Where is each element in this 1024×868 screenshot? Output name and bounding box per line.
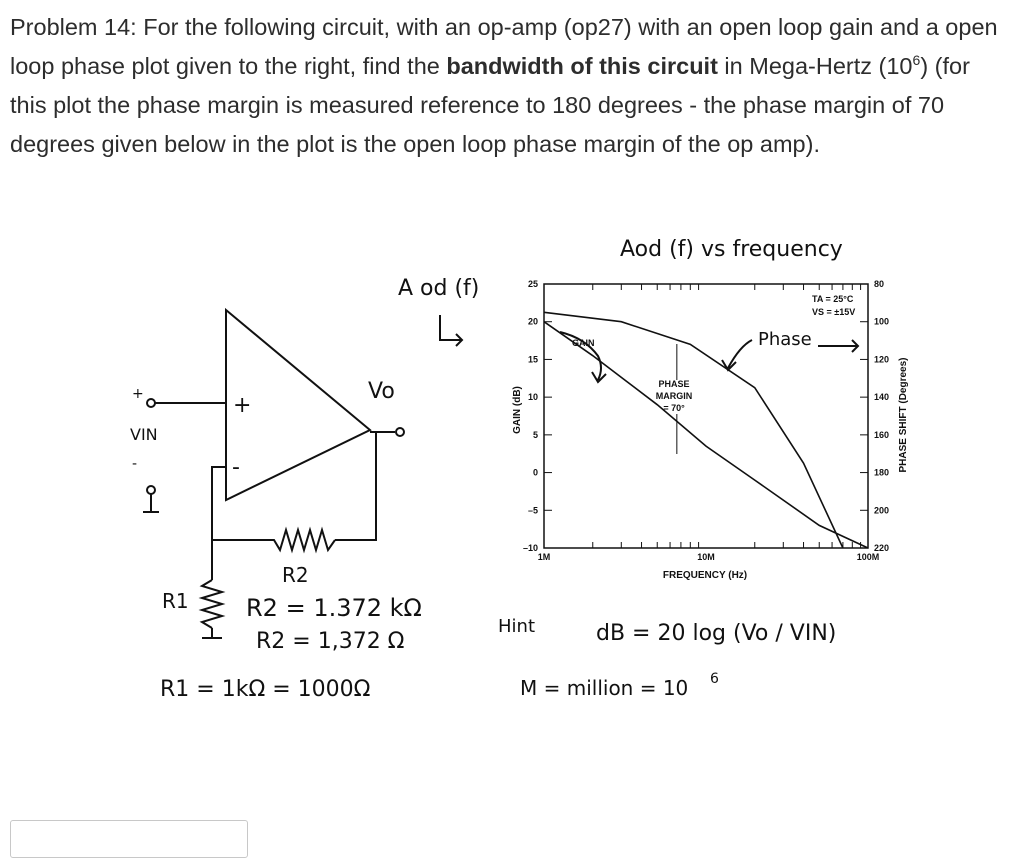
y2-tick-label: 100 <box>874 316 890 327</box>
vin-plus-terminal <box>147 399 155 407</box>
problem-text-1: Problem 14: For the following circuit, with an op-amp (op27) with an open loop gain and a open loop phase plot given to the right, find the <box>10 14 998 79</box>
vin-plus-label: + <box>132 386 144 402</box>
y-tick-label: 15 <box>527 354 538 365</box>
feedback-wire <box>335 432 376 540</box>
phase-margin-line-2: MARGIN <box>655 391 693 401</box>
y2-tick-label: 120 <box>874 354 890 365</box>
vin-minus-label: - <box>132 456 138 472</box>
y2-axis-label: PHASE SHIFT (Degrees) <box>898 357 909 473</box>
y-tick-label: 10 <box>527 392 538 403</box>
r2-value-2: R2 = 1,372 Ω <box>256 629 405 654</box>
y-tick-label: 5 <box>532 429 538 440</box>
condition-vs: VS = ±15V <box>812 307 856 317</box>
y2-tick-label: 200 <box>874 505 890 516</box>
hint-formula: dB = 20 log (Vo / VIN) <box>596 621 837 646</box>
problem-text-3: ) (for this plot the phase margin is measured reference to 180 degrees - the phase margin of 70 degrees given below in the plot is the open loop phase margin of the op amp). <box>10 53 970 157</box>
y2-tick-label: 80 <box>874 279 885 289</box>
plot-title: Aod (f) vs frequency <box>620 237 843 262</box>
y2-tick-label: 160 <box>874 429 890 440</box>
phase-right-arrow-icon <box>818 340 858 352</box>
plus-sign: + <box>233 393 252 418</box>
problem-exponent: 6 <box>912 52 921 69</box>
gain-annotation: GAIN <box>572 338 595 348</box>
y2-tick-label: 140 <box>874 392 890 403</box>
hint-million-exponent: 6 <box>710 671 719 687</box>
r1-resistor <box>202 580 222 628</box>
condition-ta: TA = 25°C <box>812 294 854 304</box>
r2-resistor <box>212 530 335 550</box>
vin-ground <box>143 494 159 512</box>
hint-label: Hint <box>498 616 536 637</box>
y2-tick-label: 220 <box>874 543 890 553</box>
aod-label: A od (f) <box>398 276 480 301</box>
x-tick-label: 10M <box>697 552 715 562</box>
y-tick-label: 20 <box>527 316 538 327</box>
gain-phase-chart <box>523 279 889 562</box>
problem-text-2: in Mega-Hertz (10 <box>717 53 913 79</box>
hint-million: M = million = 10 <box>520 676 689 700</box>
x-axis-label: FREQUENCY (Hz) <box>662 570 748 581</box>
x-tick-label: 1M <box>537 552 551 562</box>
y-tick-label: –5 <box>527 505 538 516</box>
ground-symbol <box>202 628 222 638</box>
vo-terminal <box>396 428 404 436</box>
phase-hand-label: Phase <box>758 329 812 350</box>
x-tick-label: 100M <box>856 552 880 562</box>
y-tick-label: 0 <box>532 467 538 478</box>
y-tick-label: 25 <box>527 279 538 289</box>
r2-label: R2 <box>282 563 309 587</box>
y-axis-label: GAIN (dB) <box>512 386 523 434</box>
phase-margin-line-1: PHASE <box>658 379 690 389</box>
vo-label: Vo <box>368 379 395 404</box>
vin-minus-terminal <box>147 486 155 494</box>
phase-margin-line-3: = 70° <box>663 403 685 413</box>
minus-sign: - <box>232 455 240 480</box>
vin-label: VIN <box>130 425 158 444</box>
r1-label: R1 <box>162 589 189 613</box>
r2-value-1: R2 = 1.372 kΩ <box>246 594 422 622</box>
y2-tick-label: 180 <box>874 467 890 478</box>
r1-value: R1 = 1kΩ = 1000Ω <box>160 677 371 702</box>
plot-frame <box>544 284 868 548</box>
problem-bold-text: bandwidth of this circuit <box>446 53 718 79</box>
inverting-wire <box>212 467 226 580</box>
answer-input[interactable] <box>10 820 248 858</box>
phase-arrow-icon <box>722 340 752 370</box>
arrow-icon <box>440 315 462 346</box>
y-tick-label: –10 <box>522 543 538 553</box>
